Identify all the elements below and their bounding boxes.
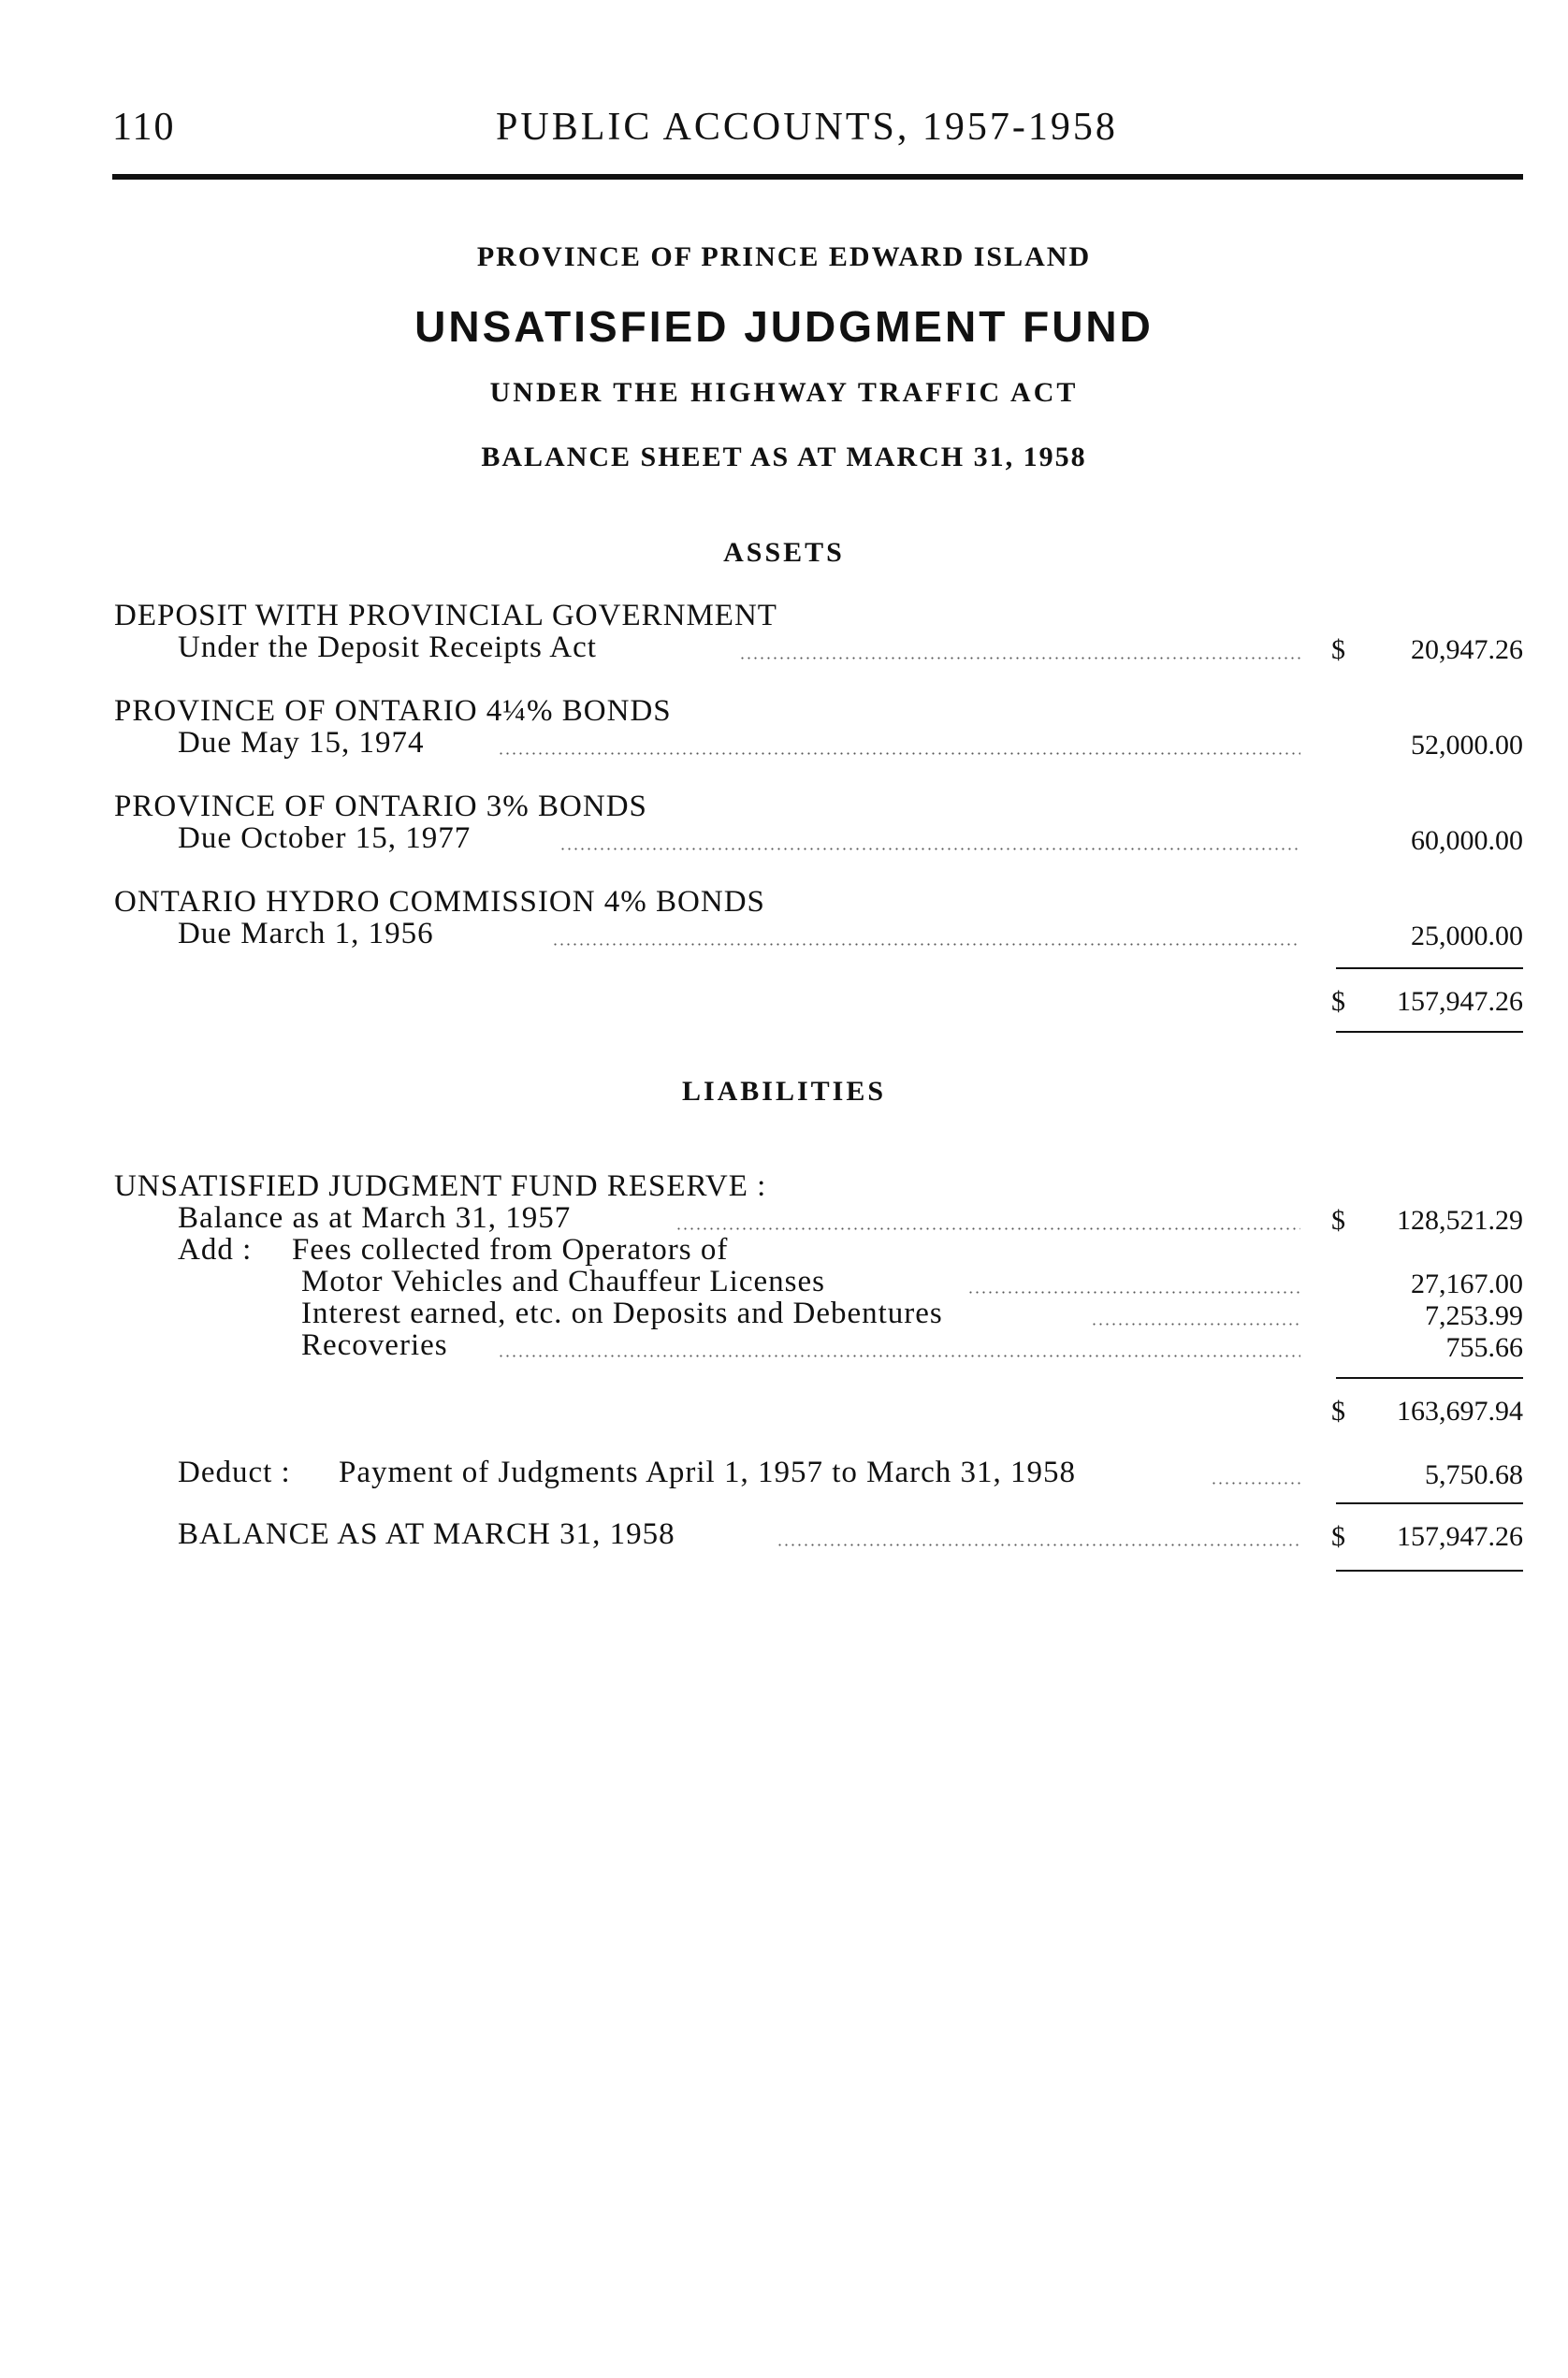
dot-leader: [675, 1227, 1300, 1230]
fund-title: UNSATISFIED JUDGMENT FUND: [414, 302, 1154, 351]
subtotal-rule: [1336, 1377, 1523, 1379]
balance-label: BALANCE AS AT MARCH 31, 1958: [178, 1517, 675, 1551]
dot-leader: [1211, 1482, 1300, 1485]
subtotal-amount: 163,697.94: [1397, 1396, 1523, 1427]
asset-amount: 25,000.00: [1411, 921, 1523, 951]
total-rule: [1336, 967, 1523, 969]
asset-amount: 60,000.00: [1411, 825, 1523, 856]
addition-label: Interest earned, etc. on Deposits and Debentures: [301, 1297, 943, 1330]
addition-amount: 7,253.99: [1425, 1300, 1523, 1331]
currency-symbol: $: [1331, 1396, 1345, 1427]
add-intro: Fees collected from Operators of: [292, 1233, 729, 1267]
running-title: PUBLIC ACCOUNTS, 1957-1958: [496, 106, 1118, 149]
balance-amount: 157,947.26: [1397, 1521, 1523, 1552]
currency-symbol: $: [1331, 634, 1345, 665]
dot-leader: [498, 1355, 1300, 1357]
currency-symbol: $: [1331, 1521, 1345, 1552]
addition-label: Recoveries: [301, 1328, 448, 1362]
page-number: 110: [112, 106, 176, 149]
asset-heading: DEPOSIT WITH PROVINCIAL GOVERNMENT: [114, 599, 777, 632]
liabilities-heading: LIABILITIES: [681, 1076, 887, 1107]
addition-amount: 27,167.00: [1411, 1269, 1523, 1299]
asset-heading: PROVINCE OF ONTARIO 3% BONDS: [114, 790, 647, 823]
add-label: Add :: [178, 1233, 253, 1267]
balance-rule: [1336, 1502, 1523, 1504]
currency-symbol: $: [1331, 986, 1345, 1017]
asset-heading: ONTARIO HYDRO COMMISSION 4% BONDS: [114, 885, 765, 919]
dot-leader: [552, 943, 1300, 946]
asset-amount: 20,947.26: [1411, 634, 1523, 665]
balance-rule: [1336, 1570, 1523, 1572]
asset-detail: Under the Deposit Receipts Act: [178, 631, 597, 664]
dot-leader: [559, 848, 1300, 850]
asset-amount: 52,000.00: [1411, 730, 1523, 761]
deduct-text: Payment of Judgments April 1, 1957 to March 31, 1958: [339, 1456, 1077, 1489]
dot-leader: [777, 1544, 1300, 1546]
deduct-amount: 5,750.68: [1425, 1459, 1523, 1490]
opening-balance-label: Balance as at March 31, 1957: [178, 1201, 572, 1235]
assets-heading: ASSETS: [723, 537, 845, 568]
act-title: UNDER THE HIGHWAY TRAFFIC ACT: [489, 377, 1079, 408]
header-rule: [112, 174, 1523, 180]
addition-amount: 755.66: [1445, 1332, 1523, 1363]
deduct-label: Deduct :: [178, 1456, 291, 1489]
reserve-heading: UNSATISFIED JUDGMENT FUND RESERVE :: [114, 1169, 767, 1203]
asset-detail: Due October 15, 1977: [178, 821, 472, 855]
balance-sheet-title: BALANCE SHEET AS AT MARCH 31, 1958: [481, 442, 1087, 472]
assets-total: 157,947.26: [1397, 986, 1523, 1017]
dot-leader: [1091, 1323, 1300, 1326]
dot-leader: [739, 657, 1300, 660]
dot-leader: [498, 752, 1300, 755]
total-rule: [1336, 1031, 1523, 1033]
asset-detail: Due May 15, 1974: [178, 726, 425, 760]
currency-symbol: $: [1331, 1205, 1345, 1236]
opening-balance-amount: 128,521.29: [1397, 1205, 1523, 1236]
dot-leader: [967, 1291, 1300, 1294]
asset-heading: PROVINCE OF ONTARIO 4¼% BONDS: [114, 694, 672, 728]
province-title: PROVINCE OF PRINCE EDWARD ISLAND: [476, 241, 1092, 272]
asset-detail: Due March 1, 1956: [178, 917, 434, 950]
addition-label: Motor Vehicles and Chauffeur Licenses: [301, 1265, 825, 1298]
